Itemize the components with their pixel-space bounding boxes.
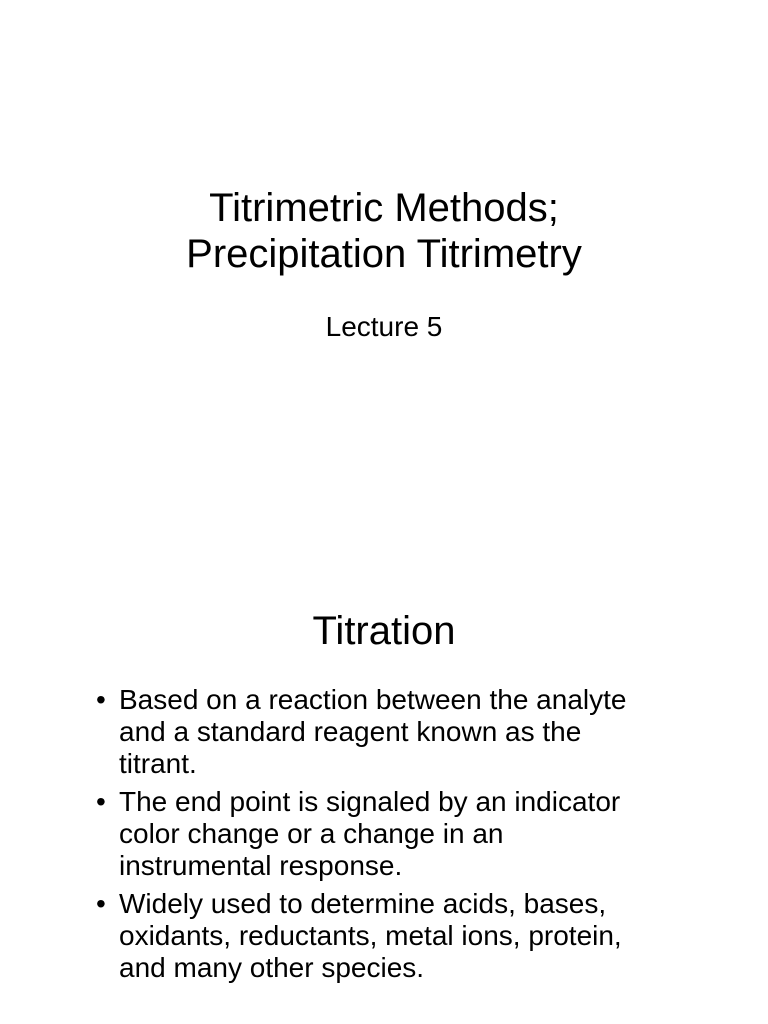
slide-title [0,185,768,277]
title-line: Titrimetric Methods; [209,186,559,230]
bullet-icon: • [96,786,106,817]
bullet-text-line: color change or a change in an [119,818,504,849]
bullet-text-line: oxidants, reductants, metal ions, protein, [119,920,622,951]
bullet-item [96,786,696,882]
bullet-item [96,888,696,984]
bullet-text-line: and many other species. [119,952,425,983]
bullet-text-line: Based on a reaction between the analyte [119,684,627,715]
bullet-text-line: Widely used to determine acids, bases, [119,888,607,919]
bullet-list [96,684,696,990]
slide-titration [0,512,768,1024]
slide-heading: Titration [312,609,456,653]
bullet-icon: • [96,888,106,919]
bullet-text-line: instrumental response. [119,850,403,881]
bullet-text-line: titrant. [119,748,197,779]
title-line: Precipitation Titrimetry [186,232,582,276]
bullet-text-line: and a standard reagent known as the [119,716,582,747]
bullet-icon: • [96,684,106,715]
bullet-item [96,684,696,780]
lecture-subtitle: Lecture 5 [325,311,443,342]
bullet-text-line: The end point is signaled by an indicator [119,786,621,817]
